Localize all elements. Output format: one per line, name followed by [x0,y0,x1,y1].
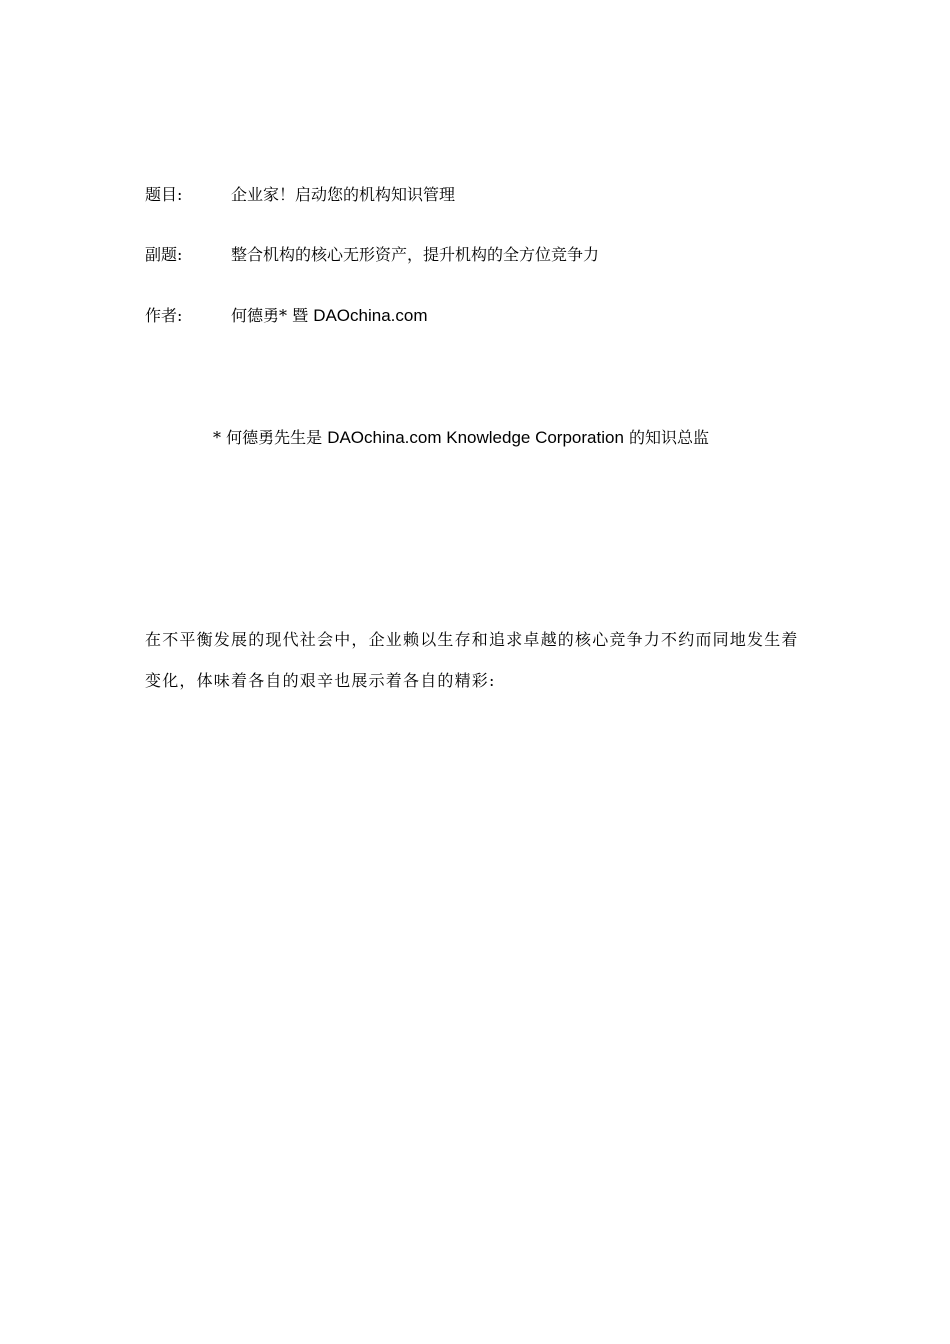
footnote-marker: * [213,428,227,447]
author-organization: DAOchina.com [313,306,428,325]
author-label: 作者: [145,306,183,325]
title-label: 题目: [145,185,183,204]
author-name: 何德勇* 暨 [231,306,314,325]
footnote-organization: DAOchina.com Knowledge Corporation [327,428,624,447]
subtitle-label: 副题: [145,245,183,264]
document-subtitle: 整合机构的核心无形资产，提升机构的全方位竞争力 [231,245,600,264]
body-paragraph: 在不平衡发展的现代社会中，企业赖以生存和追求卓越的核心竞争力不约而同地发生着变化，体味着各自的艰辛也展示着各自的精彩: [145,630,799,690]
document-title: 企业家！启动您的机构知识管理 [231,185,456,204]
author-value [231,304,428,328]
footnote-suffix: 的知识总监 [623,428,709,447]
footnote-prefix: 何德勇先生是 [226,428,328,447]
author-footnote [213,426,709,450]
